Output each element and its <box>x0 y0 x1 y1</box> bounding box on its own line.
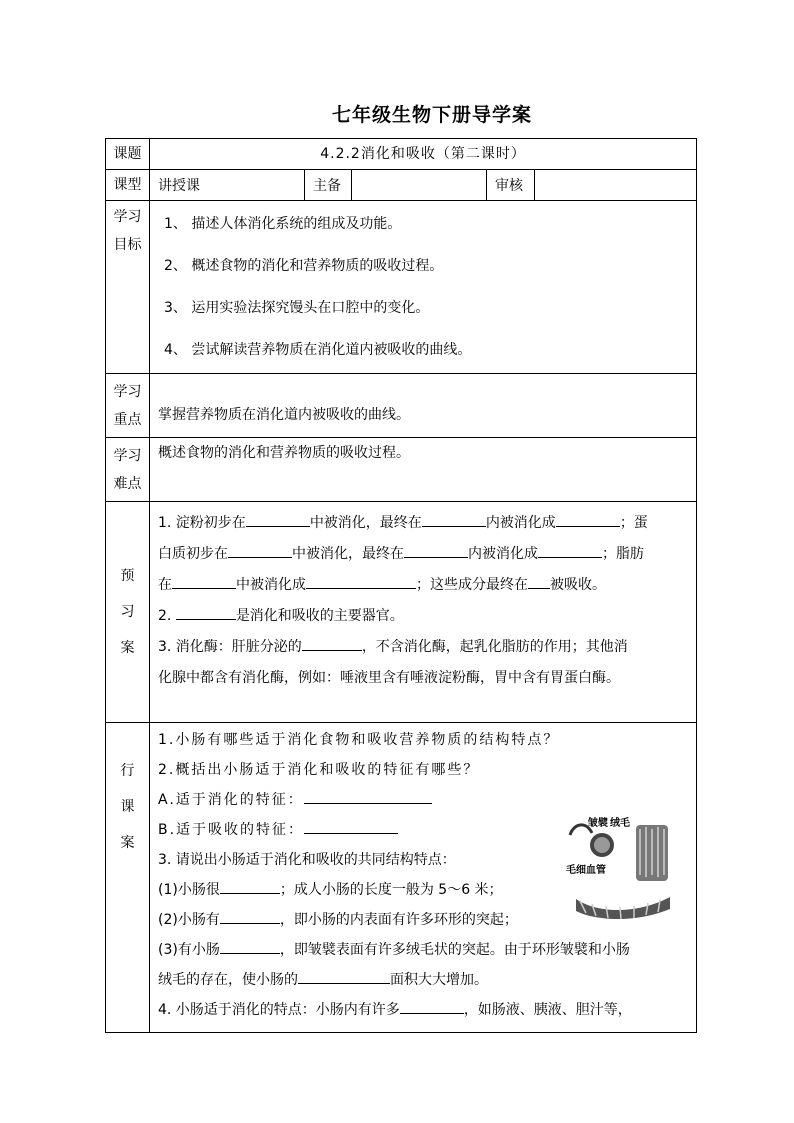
blank[interactable] <box>220 939 280 954</box>
preview-line-2: 白质初步在 中被消化，最终在 内被消化成 ；脂肪 <box>158 539 688 570</box>
preview-label-line3: 案 <box>120 640 135 656</box>
blank[interactable] <box>304 819 398 834</box>
blank[interactable] <box>176 605 236 620</box>
activity-s1: (1)小肠很 ；成人小肠的长度一般为 5～6 米； <box>158 875 688 905</box>
blank[interactable] <box>528 574 550 589</box>
topic-value: 4.2.2消化和吸收（第二课时） <box>150 139 697 170</box>
preview-line-6: 化腺中都含有消化酶，例如：唾液里含有唾液淀粉酶，胃中含有胃蛋白酶。 <box>158 670 620 686</box>
key-points-label-line2: 重点 <box>113 411 142 428</box>
blank[interactable] <box>422 512 486 527</box>
topic-label: 课题 <box>106 139 150 170</box>
preview-content <box>150 502 697 723</box>
key-points-label-line1: 学习 <box>113 383 142 400</box>
blank[interactable] <box>306 574 416 589</box>
blank[interactable] <box>400 999 464 1014</box>
type-value: 讲授课 <box>150 170 305 201</box>
difficulty-label-line2: 难点 <box>113 475 142 492</box>
study-plan-table <box>105 138 697 1033</box>
goals-row <box>106 201 697 374</box>
preview-row <box>106 502 697 723</box>
preview-line-3: 在 中被消化成 ；这些成分最终在 被吸收。 <box>158 570 688 601</box>
blank[interactable] <box>304 789 432 804</box>
goal-item: 1、 描述人体消化系统的组成及功能。 <box>164 216 402 232</box>
difficulty-text: 概述食物的消化和营养物质的吸收过程。 <box>150 438 697 502</box>
key-points-row <box>106 374 697 438</box>
blank[interactable] <box>220 909 280 924</box>
preview-label <box>106 502 150 723</box>
activity-content <box>150 723 697 1033</box>
preparer-label: 主备 <box>305 170 352 201</box>
preview-label-line1: 预 <box>120 568 135 584</box>
blank[interactable] <box>246 512 310 527</box>
blank[interactable] <box>228 543 292 558</box>
goals-label-line2: 目标 <box>113 237 142 253</box>
activity-label <box>106 723 150 1033</box>
blank[interactable] <box>538 543 602 558</box>
activity-s3: (3)有小肠 ，即皱襞表面有许多绒毛状的突起。由于环形皱襞和小肠 <box>158 935 688 965</box>
activity-s2: (2)小肠有 ，即小肠的内表面有许多环形的突起； <box>158 905 688 935</box>
activity-s4: 绒毛的存在，使小肠的 面积大大增加。 <box>158 965 688 995</box>
activity-q2: 2.概括出小肠适于消化和吸收的特征有哪些？ <box>158 762 480 778</box>
blank[interactable] <box>556 512 620 527</box>
activity-label-line1: 行 <box>120 763 135 779</box>
type-label: 课型 <box>106 170 150 201</box>
magnifier-inner <box>594 837 610 853</box>
activity-q1: 1.小肠有哪些适于消化食物和吸收营养物质的结构特点？ <box>158 732 560 748</box>
difficulty-row <box>106 438 697 502</box>
preview-label-line2: 习 <box>120 604 135 620</box>
goals-label <box>106 201 150 374</box>
goal-item: 4、 尝试解读营养物质在消化道内被吸收的曲线。 <box>164 342 472 358</box>
fig-label-villus: 绒毛 <box>610 818 631 829</box>
key-points-label <box>106 374 150 438</box>
activity-label-line2: 课 <box>120 799 135 815</box>
activity-q4: 4. 小肠适于消化的特点：小肠内有许多 ，如肠液、胰液、胆汁等， <box>158 995 688 1025</box>
page-title: 七年级生物下册导学案 <box>331 104 532 126</box>
preview-line-5: 3. 消化酶：肝脏分泌的 ，不含消化酶，起乳化脂肪的作用；其他消 <box>158 632 688 663</box>
activity-qb: B.适于吸收的特征： <box>158 815 688 845</box>
blank[interactable] <box>298 969 390 984</box>
difficulty-label-line1: 学习 <box>113 447 142 464</box>
blank[interactable] <box>302 636 362 651</box>
type-row <box>106 170 697 201</box>
goals-label-line1: 学习 <box>113 209 142 225</box>
intestine-tube <box>576 897 670 919</box>
key-points-text: 掌握营养物质在消化道内被吸收的曲线。 <box>150 374 697 438</box>
goal-item: 2、 概述食物的消化和营养物质的吸收过程。 <box>164 258 444 274</box>
preview-line-4: 2. 是消化和吸收的主要器官。 <box>158 601 688 632</box>
review-label: 审核 <box>487 170 535 201</box>
activity-q3: 3. 请说出小肠适于消化和吸收的共同结构特点： <box>158 852 456 868</box>
preview-line-1: 1. 淀粉初步在 中被消化，最终在 内被消化成 ；蛋 <box>158 508 688 539</box>
goals-list <box>150 201 697 374</box>
activity-label-line3: 案 <box>120 835 135 851</box>
blank[interactable] <box>404 543 468 558</box>
blank[interactable] <box>220 879 280 894</box>
goal-item: 3、 运用实验法探究馒头在口腔中的变化。 <box>164 300 430 316</box>
blank[interactable] <box>172 574 236 589</box>
small-intestine-illustration <box>566 813 676 923</box>
activity-qa: A.适于消化的特征： <box>158 785 688 815</box>
topic-row <box>106 139 697 170</box>
difficulty-label <box>106 438 150 502</box>
fig-label-fold: 皱襞 <box>588 818 609 829</box>
activity-row <box>106 723 697 1033</box>
fig-label-capillary: 毛细血管 <box>566 865 607 876</box>
review-value <box>535 170 697 201</box>
preparer-value <box>352 170 487 201</box>
